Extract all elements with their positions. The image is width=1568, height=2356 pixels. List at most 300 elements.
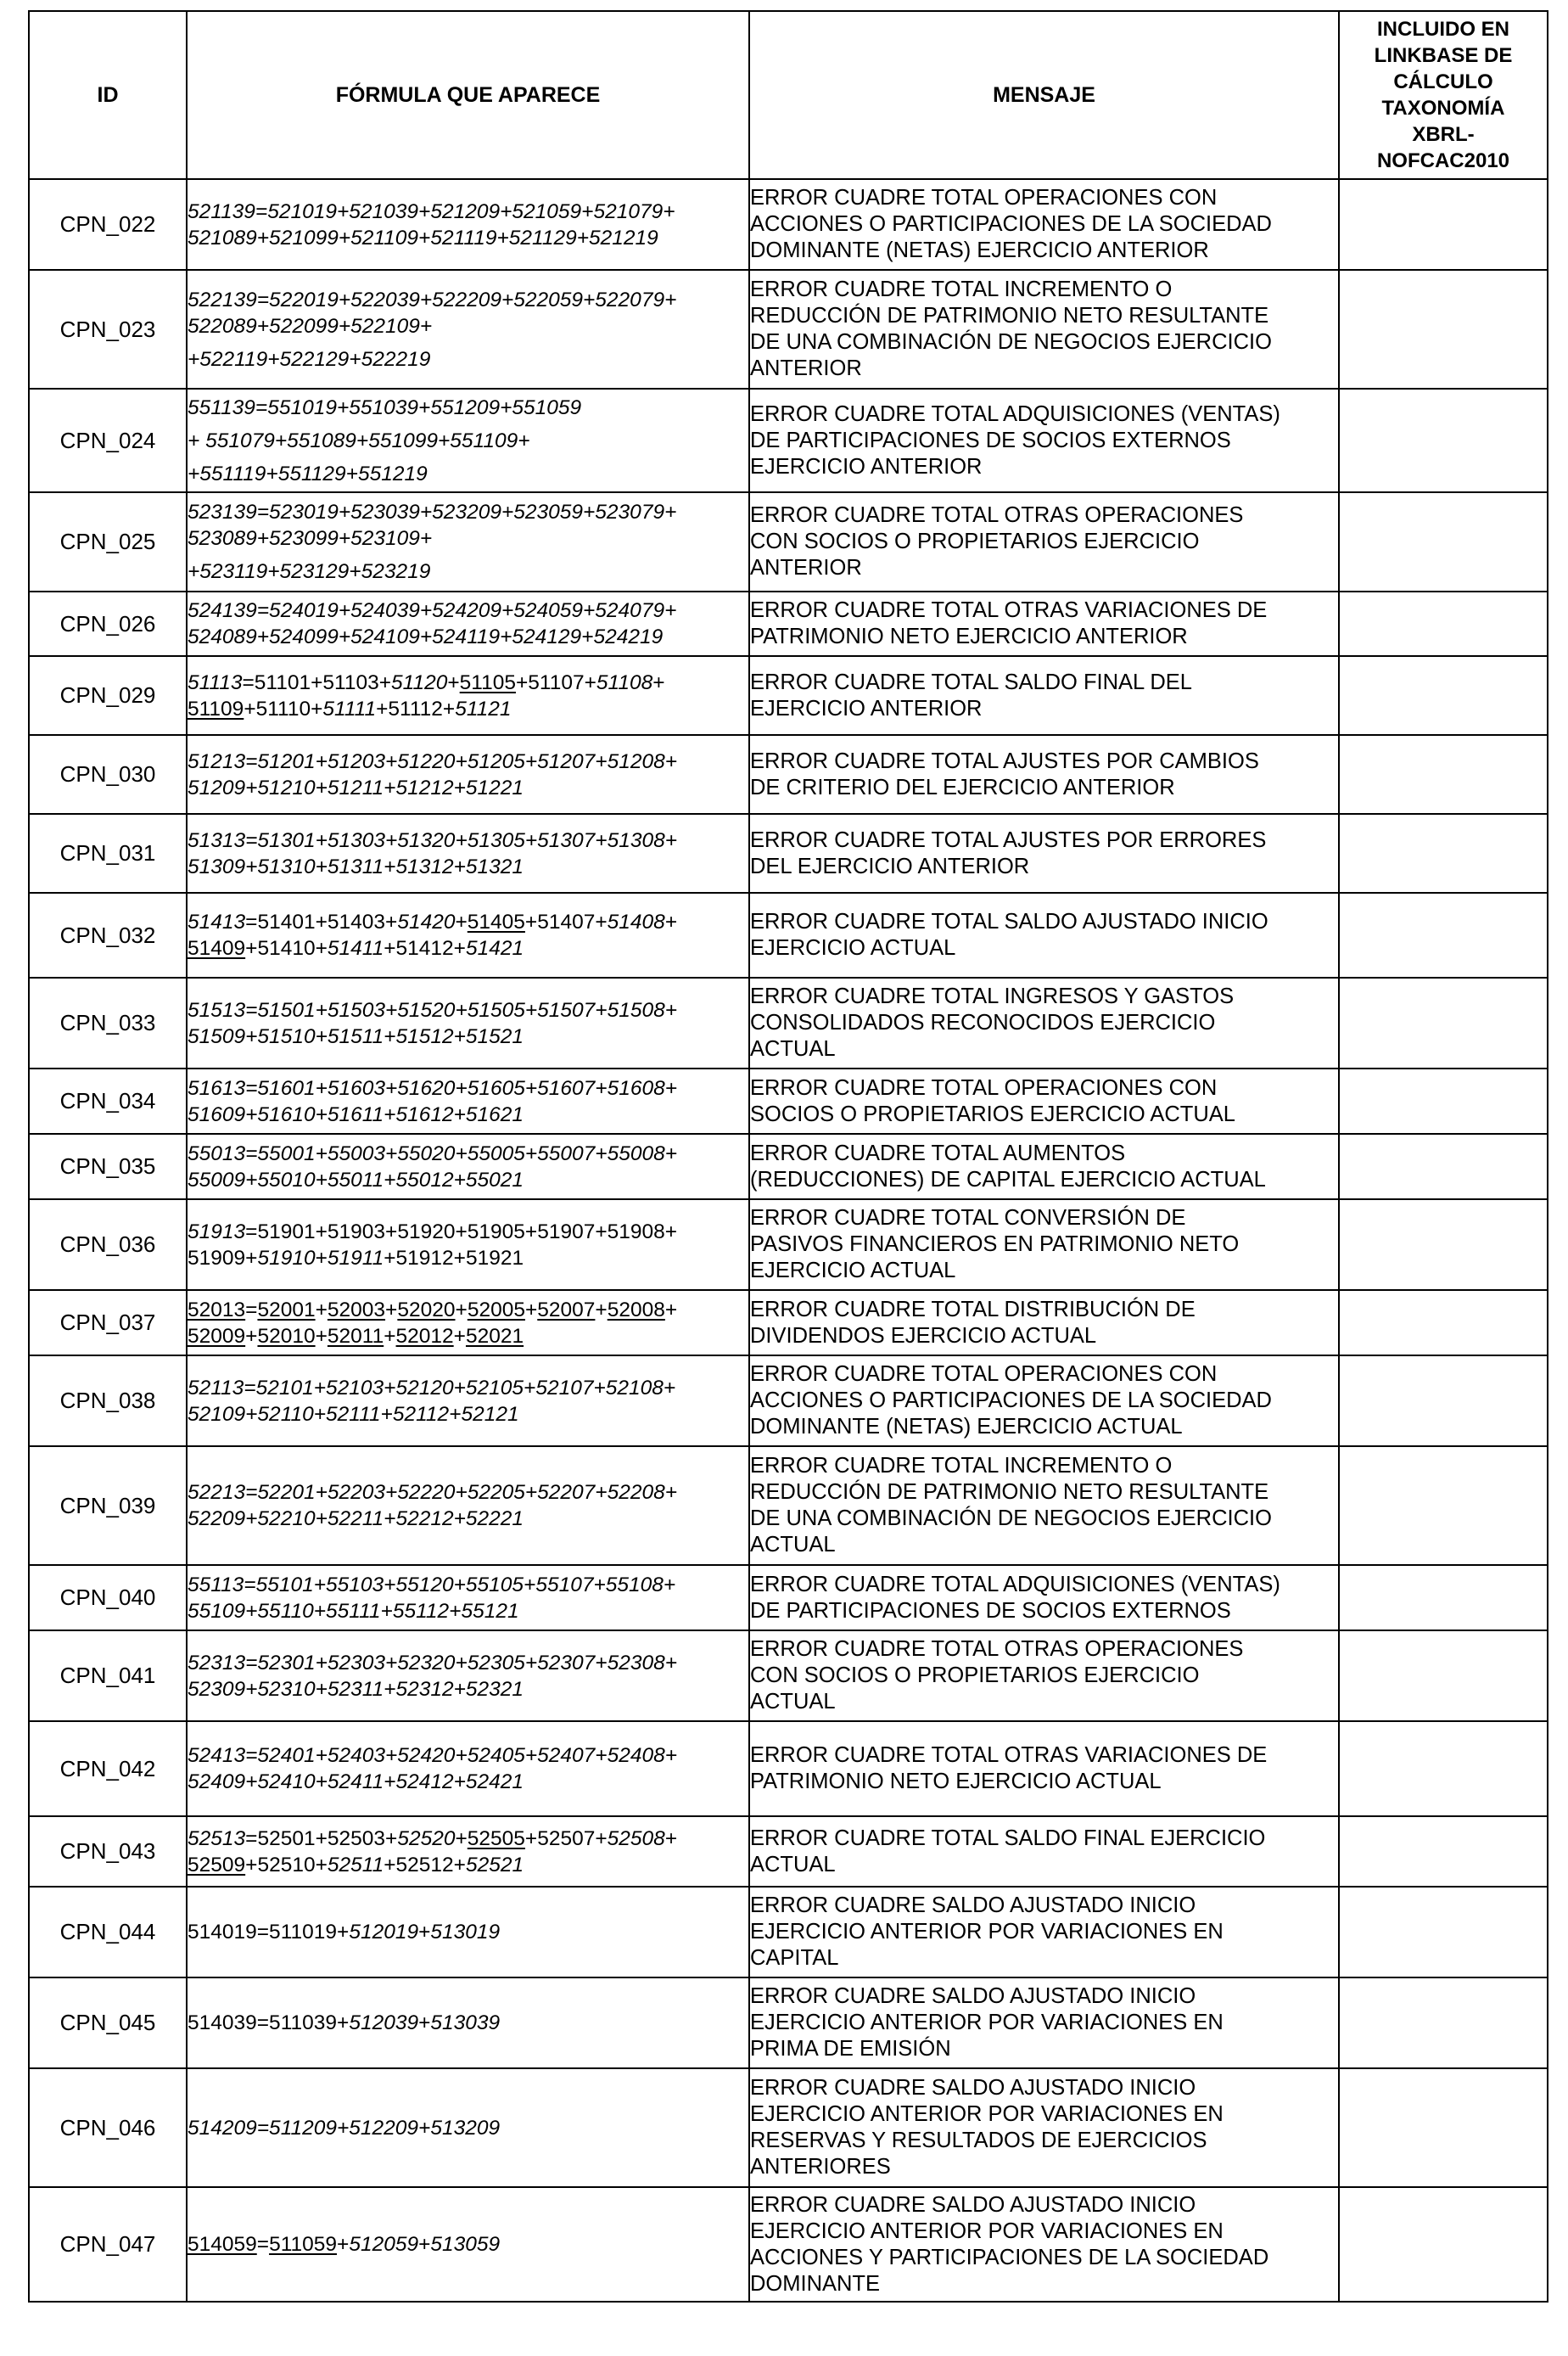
formula-line <box>188 1102 748 1128</box>
message-line: EJERCICIO ANTERIOR POR VARIACIONES EN <box>750 1920 1224 1944</box>
formula-term: 52009 <box>188 1324 246 1348</box>
row-included <box>1339 2068 1548 2187</box>
row-formula <box>187 1887 749 1977</box>
message-line: ERROR CUADRE SALDO AJUSTADO INICIO <box>750 2192 1196 2217</box>
formula-term: = <box>245 1298 258 1321</box>
formula-term: 52109+52110+52111+52112+52121 <box>188 1402 519 1426</box>
message-line: (REDUCCIONES) DE CAPITAL EJERCICIO ACTUAL <box>750 1167 1266 1192</box>
table-row <box>29 2068 1548 2187</box>
formula-line <box>188 1506 748 1532</box>
header-message: MENSAJE <box>749 11 1339 179</box>
row-formula <box>187 656 749 735</box>
formula-term: 514019=511019+ <box>188 1921 350 1944</box>
message-line: ERROR CUADRE TOTAL OPERACIONES CON <box>750 1362 1218 1386</box>
table-row <box>29 735 1548 814</box>
row-id: CPN_022 <box>29 179 187 270</box>
formula-term: + <box>664 1826 678 1850</box>
message-line: DOMINANTE (NETAS) EJERCICIO ACTUAL <box>750 1415 1183 1439</box>
formula-term: +51912+51921 <box>384 1246 524 1270</box>
formula-term: 52513 <box>188 1826 246 1850</box>
row-id: CPN_037 <box>29 1290 187 1355</box>
message-line: ACTUAL <box>750 1037 836 1061</box>
formula-term: 514039=511039+ <box>188 2011 350 2034</box>
formula-term: 51113 <box>188 670 243 694</box>
row-included <box>1339 389 1548 492</box>
formula-term: 55009+55010+55011+55012+55021 <box>188 1168 524 1192</box>
message-line: ERROR CUADRE SALDO AJUSTADO INICIO <box>750 1893 1196 1917</box>
formula-term: 51105 <box>459 670 516 694</box>
row-message <box>749 735 1339 814</box>
row-formula <box>187 1565 749 1630</box>
formula-term: 521139=521019+521039+521209+521059+521079+ <box>188 199 675 223</box>
row-message <box>749 1290 1339 1355</box>
row-formula <box>187 814 749 893</box>
formula-term: 51121 <box>455 697 512 721</box>
formula-term: 522139=522019+522039+522209+522059+522079+ <box>188 288 677 311</box>
row-included <box>1339 1134 1548 1199</box>
message-line: ERROR CUADRE TOTAL OTRAS VARIACIONES DE <box>750 1743 1268 1767</box>
row-id: CPN_039 <box>29 1446 187 1565</box>
row-formula <box>187 1721 749 1816</box>
message-line: EJERCICIO ACTUAL <box>750 936 956 960</box>
row-id: CPN_047 <box>29 2187 187 2302</box>
formula-term: 51209+51210+51211+51212+51221 <box>188 776 524 799</box>
row-included <box>1339 1630 1548 1721</box>
row-message <box>749 1446 1339 1565</box>
row-included <box>1339 1355 1548 1446</box>
message-line: ERROR CUADRE TOTAL OTRAS OPERACIONES <box>750 1637 1244 1661</box>
formula-term: 51910 <box>257 1246 316 1270</box>
formula-term: 52511 <box>327 1853 384 1876</box>
formula-line <box>188 525 748 552</box>
row-id: CPN_038 <box>29 1355 187 1446</box>
formula-term: 512019 <box>349 1921 419 1944</box>
table-row <box>29 1721 1548 1816</box>
row-id: CPN_025 <box>29 492 187 592</box>
row-formula <box>187 2068 749 2187</box>
formula-term: 523089+523099+523109+ <box>188 527 433 550</box>
row-id: CPN_024 <box>29 389 187 492</box>
formula-term: 51411 <box>327 937 384 960</box>
row-id: CPN_041 <box>29 1630 187 1721</box>
table-row <box>29 1446 1548 1565</box>
formula-term: + <box>337 2233 350 2256</box>
formula-term: +52510+ <box>245 1853 328 1876</box>
header-included-line: TAXONOMÍA <box>1381 97 1505 120</box>
formula-line <box>188 1024 748 1050</box>
message-line: ACTUAL <box>750 1852 836 1876</box>
row-id: CPN_033 <box>29 978 187 1069</box>
header-id: ID <box>29 11 187 179</box>
formula-term: 551139=551019+551039+551209+551059 <box>188 395 582 419</box>
row-id: CPN_032 <box>29 893 187 978</box>
message-line: ERROR CUADRE TOTAL OTRAS OPERACIONES <box>750 503 1244 527</box>
formula-line <box>188 1323 748 1349</box>
row-message <box>749 1887 1339 1977</box>
row-formula <box>187 1134 749 1199</box>
formula-term: 52013 <box>188 1298 246 1321</box>
formula-term: +522119+522129+522219 <box>188 347 431 371</box>
formula-term: +551119+551129+551219 <box>188 462 428 485</box>
row-formula <box>187 1630 749 1721</box>
formula-term: 513059 <box>430 2233 501 2256</box>
table-row <box>29 1355 1548 1446</box>
table-header-row <box>29 11 1548 179</box>
formula-line <box>188 670 748 696</box>
table-row <box>29 1565 1548 1630</box>
formula-term: 514059 <box>188 2233 257 2256</box>
message-line: ERROR CUADRE TOTAL OTRAS VARIACIONES DE <box>750 598 1268 622</box>
formula-term: 52521 <box>465 1853 524 1876</box>
table-row <box>29 814 1548 893</box>
formula-term: +51110+ <box>244 697 323 721</box>
row-message <box>749 1199 1339 1290</box>
formula-term: 512039 <box>349 2011 419 2034</box>
row-included <box>1339 1199 1548 1290</box>
formula-line <box>188 1479 748 1506</box>
row-id: CPN_031 <box>29 814 187 893</box>
formula-term: 52309+52310+52311+52312+52321 <box>188 1677 524 1701</box>
row-message <box>749 1069 1339 1134</box>
formula-term: 52413=52401+52403+52420+52405+52407+52408+ <box>188 1744 678 1767</box>
formula-validation-table <box>28 10 1548 2303</box>
message-line: CON SOCIOS O PROPIETARIOS EJERCICIO <box>750 1663 1200 1687</box>
message-line: CONSOLIDADOS RECONOCIDOS EJERCICIO <box>750 1011 1216 1035</box>
row-message <box>749 2068 1339 2187</box>
formula-term: 51405 <box>467 911 525 934</box>
header-included-line: CÁLCULO <box>1393 70 1493 93</box>
formula-term: 51109 <box>188 697 244 721</box>
formula-term: + <box>418 1921 431 1944</box>
formula-line <box>188 428 748 454</box>
row-message <box>749 893 1339 978</box>
row-formula <box>187 179 749 270</box>
formula-term: 522089+522099+522109+ <box>188 314 433 338</box>
formula-term: + <box>384 1324 396 1348</box>
formula-term: +523119+523129+523219 <box>188 560 431 583</box>
formula-line <box>188 597 748 624</box>
formula-term: 51309+51310+51311+51312+51321 <box>188 855 524 878</box>
row-included <box>1339 1977 1548 2068</box>
header-included-line: NOFCAC2010 <box>1376 149 1510 172</box>
message-line: ERROR CUADRE TOTAL SALDO FINAL EJERCICIO <box>750 1826 1266 1850</box>
message-line: ERROR CUADRE TOTAL AUMENTOS <box>750 1141 1126 1165</box>
message-line: EJERCICIO ANTERIOR POR VARIACIONES EN <box>750 2102 1224 2126</box>
message-line: DE UNA COMBINACIÓN DE NEGOCIOS EJERCICIO <box>750 1506 1272 1530</box>
header-included-line: INCLUIDO EN <box>1377 18 1509 41</box>
table-row <box>29 179 1548 270</box>
formula-term: 52001 <box>257 1298 316 1321</box>
row-included <box>1339 2187 1548 2302</box>
formula-line <box>188 1167 748 1193</box>
row-included <box>1339 1069 1548 1134</box>
row-formula <box>187 2187 749 2302</box>
row-included <box>1339 893 1548 978</box>
formula-term: + <box>315 1298 328 1321</box>
message-line: PRIMA DE EMISIÓN <box>750 2037 951 2061</box>
formula-term: 52313=52301+52303+52320+52305+52307+52308+ <box>188 1651 678 1674</box>
table-row <box>29 592 1548 656</box>
formula-line <box>188 1297 748 1323</box>
row-included <box>1339 492 1548 592</box>
formula-line <box>188 935 748 962</box>
row-id: CPN_029 <box>29 656 187 735</box>
formula-line <box>188 346 748 373</box>
formula-term: 51409 <box>188 937 246 960</box>
formula-line <box>188 1919 748 1945</box>
table-row <box>29 1630 1548 1721</box>
message-line: ERROR CUADRE TOTAL SALDO AJUSTADO INICIO <box>750 910 1268 934</box>
row-id: CPN_026 <box>29 592 187 656</box>
row-message <box>749 1816 1339 1887</box>
formula-term: 521089+521099+521109+521119+521129+521219 <box>188 226 658 250</box>
formula-term: 52505 <box>467 1826 525 1850</box>
formula-line <box>188 1572 748 1598</box>
formula-term: = <box>256 2233 270 2256</box>
message-line: REDUCCIÓN DE PATRIMONIO NETO RESULTANTE <box>750 1480 1269 1504</box>
row-id: CPN_044 <box>29 1887 187 1977</box>
message-line: ACTUAL <box>750 1533 836 1557</box>
table-row <box>29 2187 1548 2302</box>
message-line: PATRIMONIO NETO EJERCICIO ACTUAL <box>750 1770 1162 1793</box>
message-line: ERROR CUADRE SALDO AJUSTADO INICIO <box>750 1984 1196 2008</box>
message-line: CAPITAL <box>750 1946 839 1970</box>
row-message <box>749 814 1339 893</box>
message-line: DE PARTICIPACIONES DE SOCIOS EXTERNOS <box>750 1598 1231 1623</box>
formula-line <box>188 1375 748 1401</box>
formula-term: 51313=51301+51303+51320+51305+51307+51308+ <box>188 828 678 852</box>
formula-line <box>188 1141 748 1167</box>
table-row <box>29 1069 1548 1134</box>
row-formula <box>187 1069 749 1134</box>
formula-term: 52020 <box>397 1298 456 1321</box>
message-line: ERROR CUADRE TOTAL INCREMENTO O <box>750 1454 1173 1478</box>
message-line: ERROR CUADRE TOTAL INCREMENTO O <box>750 278 1173 301</box>
formula-term: + <box>385 1298 398 1321</box>
message-line: ERROR CUADRE TOTAL OPERACIONES CON <box>750 186 1218 210</box>
message-line: ERROR CUADRE TOTAL AJUSTES POR CAMBIOS <box>750 749 1259 773</box>
row-id: CPN_043 <box>29 1816 187 1887</box>
formula-term: 51213=51201+51203+51220+51205+51207+51208+ <box>188 749 678 773</box>
formula-line <box>188 395 748 421</box>
formula-term: + <box>315 1246 328 1270</box>
formula-term: +51107+ <box>515 670 596 694</box>
header-included-line: LINKBASE DE <box>1374 44 1513 67</box>
message-line: DOMINANTE (NETAS) EJERCICIO ANTERIOR <box>750 238 1209 262</box>
row-formula <box>187 1977 749 2068</box>
formula-term: =51401+51403+ <box>245 911 398 934</box>
table-row <box>29 270 1548 389</box>
formula-term: 513039 <box>430 2011 501 2034</box>
formula-term: + <box>455 1298 468 1321</box>
formula-line <box>188 2115 748 2141</box>
table-row <box>29 1887 1548 1977</box>
formula-term: =51101+51103+ <box>242 670 392 694</box>
formula-line <box>188 1742 748 1769</box>
row-id: CPN_045 <box>29 1977 187 2068</box>
formula-term: 51613=51601+51603+51620+51605+51607+51608+ <box>188 1076 678 1100</box>
formula-term: 51421 <box>465 937 524 960</box>
formula-term: 524089+524099+524109+524119+524129+524219 <box>188 625 664 648</box>
row-included <box>1339 978 1548 1069</box>
message-line: DEL EJERCICIO ANTERIOR <box>750 854 1030 878</box>
row-formula <box>187 1816 749 1887</box>
formula-line <box>188 1826 748 1852</box>
formula-term: 51108 <box>596 670 653 694</box>
formula-term: + <box>315 1324 328 1348</box>
formula-line <box>188 854 748 880</box>
header-included <box>1339 11 1548 179</box>
row-message <box>749 389 1339 492</box>
message-line: ERROR CUADRE TOTAL INGRESOS Y GASTOS <box>750 984 1235 1008</box>
formula-term: 51911 <box>327 1246 384 1270</box>
row-included <box>1339 1887 1548 1977</box>
message-line: ANTERIOR <box>750 356 862 380</box>
formula-term: + <box>418 2233 431 2256</box>
row-id: CPN_034 <box>29 1069 187 1134</box>
formula-term: +52507+ <box>524 1826 608 1850</box>
row-message <box>749 978 1339 1069</box>
row-included <box>1339 1721 1548 1816</box>
formula-term: +51112+ <box>376 697 456 721</box>
formula-term: 52508 <box>607 1826 665 1850</box>
formula-term: + <box>455 1826 468 1850</box>
row-message <box>749 2187 1339 2302</box>
message-line: EJERCICIO ACTUAL <box>750 1259 956 1282</box>
row-included <box>1339 179 1548 270</box>
row-included <box>1339 735 1548 814</box>
formula-term: +51410+ <box>245 937 328 960</box>
formula-term: 511059 <box>269 2233 338 2256</box>
formula-term: 512059 <box>349 2233 419 2256</box>
formula-term: 52409+52410+52411+52412+52421 <box>188 1770 524 1793</box>
formula-term: 51609+51610+51611+51612+51621 <box>188 1102 524 1126</box>
message-line: ERROR CUADRE TOTAL ADQUISICIONES (VENTAS) <box>750 401 1280 426</box>
formula-term: =52501+52503+ <box>245 1826 398 1850</box>
header-included-line: XBRL- <box>1412 123 1475 146</box>
formula-term: + 551079+551089+551099+551109+ <box>188 429 530 452</box>
formula-term: 51413 <box>188 911 246 934</box>
message-line: CON SOCIOS O PROPIETARIOS EJERCICIO <box>750 530 1200 553</box>
formula-term: 52113=52101+52103+52120+52105+52107+52108+ <box>188 1376 676 1400</box>
formula-term: 52005 <box>467 1298 525 1321</box>
formula-line <box>188 2010 748 2036</box>
row-formula <box>187 592 749 656</box>
message-line: ERROR CUADRE TOTAL DISTRIBUCIÓN DE <box>750 1297 1196 1321</box>
formula-term: + <box>418 2011 431 2034</box>
row-message <box>749 1721 1339 1816</box>
formula-line <box>188 2231 748 2258</box>
row-id: CPN_023 <box>29 270 187 389</box>
formula-term: 52021 <box>465 1324 524 1348</box>
formula-line <box>188 1219 748 1245</box>
formula-line <box>188 1245 748 1271</box>
formula-line <box>188 1401 748 1428</box>
formula-line <box>188 558 748 585</box>
formula-line <box>188 1075 748 1102</box>
table-body <box>29 179 1548 2302</box>
message-line: PATRIMONIO NETO EJERCICIO ANTERIOR <box>750 625 1188 648</box>
formula-line <box>188 749 748 775</box>
message-line: REDUCCIÓN DE PATRIMONIO NETO RESULTANTE <box>750 304 1269 328</box>
message-line: ACCIONES O PARTICIPACIONES DE LA SOCIEDAD <box>750 212 1272 236</box>
formula-term: 52213=52201+52203+52220+52205+52207+52208+ <box>188 1481 678 1504</box>
formula-term: + <box>524 1298 538 1321</box>
formula-term: 51420 <box>397 911 456 934</box>
table-row <box>29 1134 1548 1199</box>
formula-line <box>188 199 748 225</box>
message-line: EJERCICIO ANTERIOR POR VARIACIONES EN <box>750 2219 1224 2243</box>
formula-term: 55109+55110+55111+55112+55121 <box>188 1599 519 1623</box>
formula-line <box>188 909 748 935</box>
table-row <box>29 1977 1548 2068</box>
row-included <box>1339 270 1548 389</box>
row-formula <box>187 389 749 492</box>
formula-term: 55113=55101+55103+55120+55105+55107+55108+ <box>188 1573 676 1596</box>
message-line: ACCIONES O PARTICIPACIONES DE LA SOCIEDAD <box>750 1388 1272 1412</box>
row-formula <box>187 1199 749 1290</box>
table-row <box>29 492 1548 592</box>
table-row <box>29 1199 1548 1290</box>
formula-term: 55013=55001+55003+55020+55005+55007+55008+ <box>188 1142 678 1165</box>
formula-term: + <box>664 1298 678 1321</box>
formula-term: 51513=51501+51503+51520+51505+51507+51508+ <box>188 998 678 1022</box>
row-included <box>1339 1816 1548 1887</box>
message-line: DIVIDENDOS EJERCICIO ACTUAL <box>750 1323 1097 1348</box>
formula-line <box>188 696 748 722</box>
message-line: ERROR CUADRE TOTAL AJUSTES POR ERRORES <box>750 827 1267 852</box>
formula-line <box>188 1676 748 1702</box>
formula-term: + <box>447 670 460 694</box>
message-line: ERROR CUADRE SALDO AJUSTADO INICIO <box>750 2076 1196 2100</box>
formula-term: +52512+ <box>384 1853 466 1876</box>
formula-term: + <box>245 1324 258 1348</box>
formula-term: 51120 <box>391 670 448 694</box>
message-line: SOCIOS O PROPIETARIOS EJERCICIO ACTUAL <box>750 1102 1235 1126</box>
formula-term: 513019 <box>430 1921 501 1944</box>
message-line: DE CRITERIO DEL EJERCICIO ANTERIOR <box>750 775 1175 799</box>
row-included <box>1339 592 1548 656</box>
message-line: RESERVAS Y RESULTADOS DE EJERCICIOS <box>750 2129 1207 2152</box>
formula-term: + <box>664 911 678 934</box>
formula-term: =51901+51903+51920+51905+51907+51908+ <box>245 1220 678 1243</box>
row-included <box>1339 1446 1548 1565</box>
row-id: CPN_030 <box>29 735 187 814</box>
row-id: CPN_035 <box>29 1134 187 1199</box>
formula-term: 52007 <box>537 1298 596 1321</box>
message-line: DE UNA COMBINACIÓN DE NEGOCIOS EJERCICIO <box>750 330 1272 354</box>
message-line: EJERCICIO ANTERIOR <box>750 454 983 479</box>
row-id: CPN_046 <box>29 2068 187 2187</box>
message-line: ACTUAL <box>750 1690 836 1714</box>
message-line: DOMINANTE <box>750 2271 880 2296</box>
row-message <box>749 1134 1339 1199</box>
formula-line <box>188 1852 748 1878</box>
row-formula <box>187 893 749 978</box>
message-line: ANTERIOR <box>750 556 862 580</box>
formula-line <box>188 287 748 313</box>
table-row <box>29 978 1548 1069</box>
row-id: CPN_042 <box>29 1721 187 1816</box>
formula-line <box>188 225 748 251</box>
row-formula <box>187 1355 749 1446</box>
row-message <box>749 1977 1339 2068</box>
formula-line <box>188 827 748 854</box>
row-message <box>749 656 1339 735</box>
formula-term: + <box>453 1324 466 1348</box>
row-formula <box>187 1446 749 1565</box>
formula-term: 52012 <box>395 1324 454 1348</box>
